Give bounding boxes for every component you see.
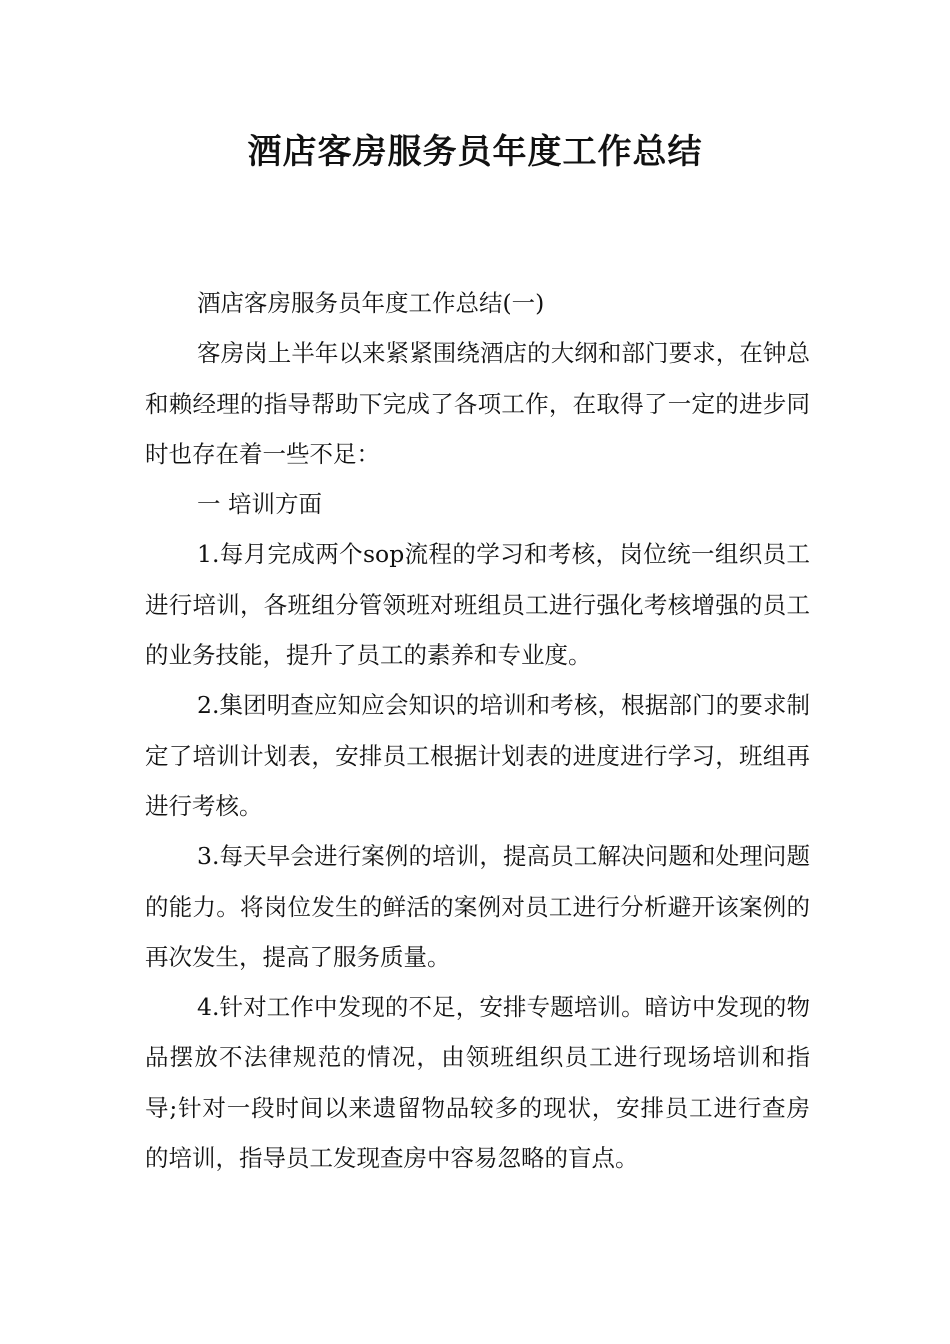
intro-paragraph: 客房岗上半年以来紧紧围绕酒店的大纲和部门要求，在钟总和赖经理的指导帮助下完成了各项工作，在取得了一定的进步同时也存在着一些不足： (145, 339, 810, 468)
document-body (145, 278, 810, 1183)
document-title: 酒店客房服务员年度工作总结 (247, 132, 703, 172)
training-item-4: 4.针对工作中发现的不足，安排专题培训。暗访中发现的物品摆放不法律规范的情况，由领班组织员工进行现场培训和指导;针对一段时间以来遗留物品较多的现状，安排员工进行查房的培训，指导员工发现查房中容易忽略的盲点。 (145, 993, 810, 1173)
training-item-1: 1.每月完成两个sop流程的学习和考核，岗位统一组织员工进行培训，各班组分管领班对班组员工进行强化考核增强的员工的业务技能，提升了员工的素养和专业度。 (145, 540, 810, 670)
training-item-3: 3.每天早会进行案例的培训，提高员工解决问题和处理问题的能力。将岗位发生的鲜活的案例对员工进行分析避开该案例的再次发生，提高了服务质量。 (145, 842, 810, 971)
training-item-2: 2.集团明查应知应会知识的培训和考核，根据部门的要求制定了培训计划表，安排员工根据计划表的进度进行学习，班组再进行考核。 (145, 691, 810, 820)
subtitle-paragraph: 酒店客房服务员年度工作总结(一) (197, 289, 545, 317)
section-heading-training: 一 培训方面 (197, 490, 322, 519)
